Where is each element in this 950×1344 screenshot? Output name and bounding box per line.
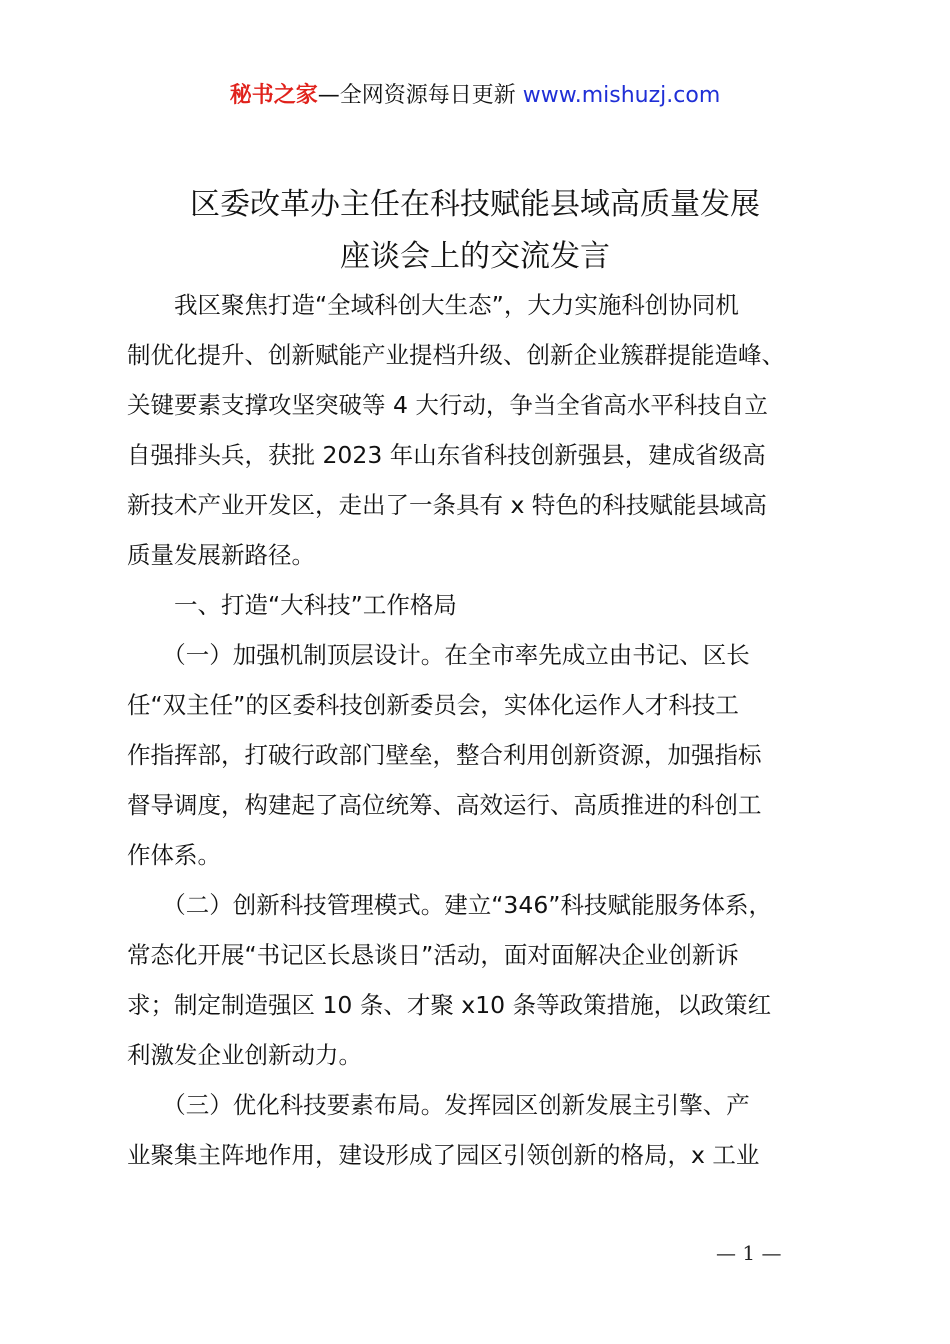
body-line: 督导调度，构建起了高位统筹、高效运行、高质推进的科创工 [127, 791, 762, 819]
body-line: 作指挥部，打破行政部门壁垒，整合利用创新资源，加强指标 [127, 741, 762, 769]
site-header [0, 80, 950, 112]
body-line: 新技术产业开发区，走出了一条具有 x 特色的科技赋能县域高 [127, 491, 767, 519]
site-url[interactable]: www.mishuzj.com [522, 83, 721, 108]
page-number: — 1 — [716, 1241, 782, 1265]
body-line: 常态化开展“书记区长恳谈日”活动，面对面解决企业创新诉 [127, 941, 739, 969]
body-line: 作体系。 [127, 841, 221, 869]
body-line: 利激发企业创新动力。 [127, 1041, 362, 1069]
body-line: 关键要素支撑攻坚突破等 4 大行动，争当全省高水平科技自立 [127, 391, 768, 419]
document-title-line-1: 区委改革办主任在科技赋能县域高质量发展 [190, 187, 760, 222]
body-line: （一）加强机制顶层设计。在全市率先成立由书记、区长 [127, 641, 750, 669]
body-line: 自强排头兵，获批 2023 年山东省科技创新强县，建成省级高 [127, 441, 766, 469]
body-line: 质量发展新路径。 [127, 541, 315, 569]
body-line: （二）创新科技管理模式。建立“346”科技赋能服务体系， [127, 891, 772, 919]
body-line: 求；制定制造强区 10 条、才聚 x10 条等政策措施，以政策红 [127, 991, 772, 1019]
section-heading: 一、打造“大科技”工作格局 [127, 591, 457, 619]
body-line: （三）优化科技要素布局。发挥园区创新发展主引擎、产 [127, 1091, 750, 1119]
body-line: 制优化提升、创新赋能产业提档升级、创新企业簇群提能造峰、 [127, 341, 785, 369]
header-tagline: —全网资源每日更新 [317, 83, 523, 108]
document-title-line-2: 座谈会上的交流发言 [340, 239, 610, 274]
body-line: 我区聚焦打造“全域科创大生态”，大力实施科创协同机 [127, 291, 739, 319]
body-line: 任“双主任”的区委科技创新委员会，实体化运作人才科技工 [127, 691, 739, 719]
body-line: 业聚集主阵地作用，建设形成了园区引领创新的格局，x 工业 [127, 1141, 760, 1169]
brand-name: 秘书之家 [229, 83, 318, 108]
